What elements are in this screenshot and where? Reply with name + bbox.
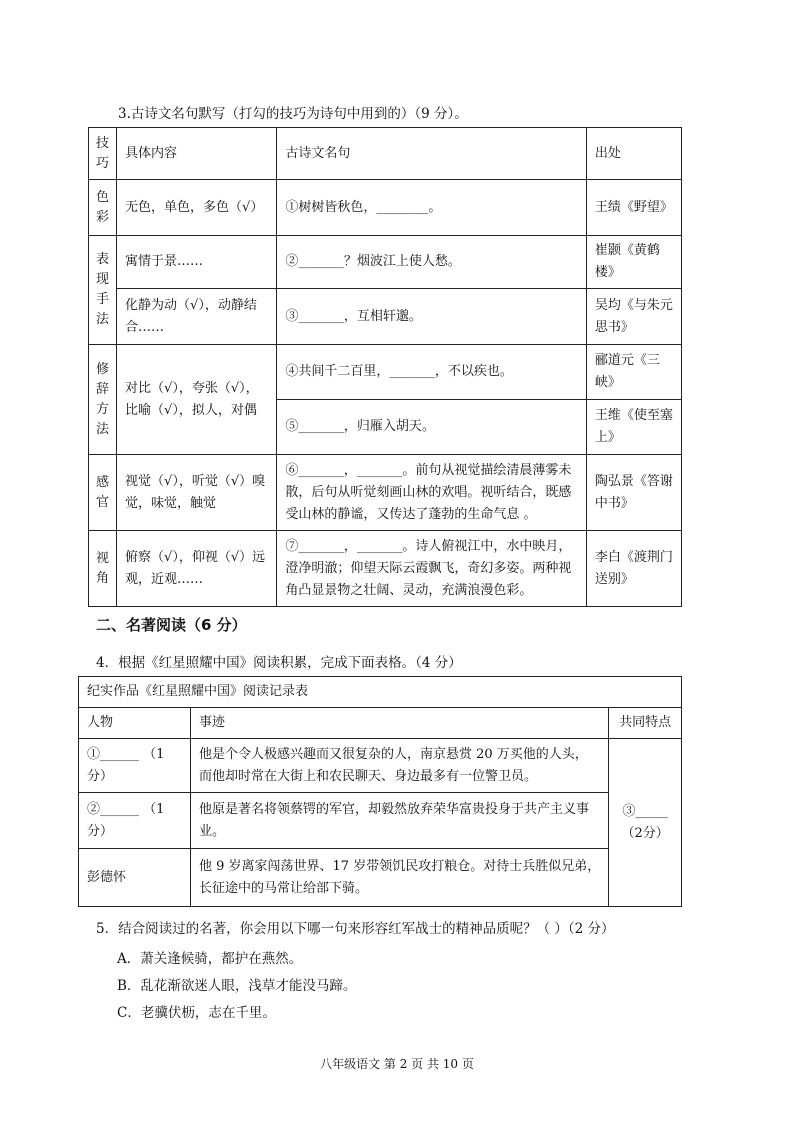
person-cell: 彭德怀 bbox=[79, 849, 191, 907]
row-content: 化静为动（√），动静结合…… bbox=[117, 289, 277, 345]
row-verse: ③_______，互相轩邈。 bbox=[277, 289, 587, 345]
table-row bbox=[79, 793, 682, 849]
row-source: 陶弘景《答谢中书》 bbox=[586, 455, 681, 531]
table-title: 纪实作品《红星照耀中国》阅读记录表 bbox=[79, 677, 682, 708]
section-2-title: 二、名著阅读（6 分） bbox=[96, 616, 247, 634]
deeds-cell: 他 9 岁离家闯荡世界、17 岁带领饥民攻打粮仓。对待士兵胜似兄弟，长征途中的马常让给部下骑。 bbox=[190, 849, 608, 907]
row-content: 寓情于景…… bbox=[117, 236, 277, 289]
header-content: 具体内容 bbox=[117, 128, 277, 180]
person-cell: ①______ （1分） bbox=[79, 739, 191, 793]
header-source: 出处 bbox=[586, 128, 681, 180]
header-common: 共同特点 bbox=[609, 708, 682, 739]
row-verse: ⑦_______，_______。诗人俯视江中，水中映月，澄净明澈；仰望天际云霞飘飞，奇幻多姿。两种视角凸显景物之壮阔、灵动，充满浪漫色彩。 bbox=[277, 531, 587, 607]
row-verse: ④共间千二百里，_______，不以疾也。 bbox=[277, 345, 587, 400]
question-5-title: 5．结合阅读过的名著，你会用以下哪一句来形容红军战士的精神品质呢？（ ）（2 分） bbox=[96, 921, 615, 937]
question-3-title: 3.古诗文名句默写（打勾的技巧为诗句中用到的）（9 分）。 bbox=[118, 106, 468, 122]
table-row bbox=[79, 849, 682, 907]
row-content: 视觉（√），听觉（√）嗅觉，味觉，触觉 bbox=[117, 455, 277, 531]
header-deeds: 事迹 bbox=[190, 708, 608, 739]
deeds-cell: 他原是著名将领蔡锷的军官，却毅然放弃荣华富贵投身于共产主义事业。 bbox=[190, 793, 608, 849]
technique-view: 视角 bbox=[89, 531, 117, 607]
table-row bbox=[89, 236, 682, 289]
page-footer: 八年级语文 第 2 页 共 10 页 bbox=[320, 1057, 474, 1071]
row-verse: ⑥_______，_______。前句从视觉描绘清晨薄雾未散，后句从听觉刻画山林的欢唱。视听结合，既感受山林的静谧，又传达了蓬勃的生命气息 。 bbox=[277, 455, 587, 531]
row-content: 对比（√），夸张（√），比喻（√），拟人，对偶 bbox=[117, 345, 277, 455]
option-b: B．乱花渐欲迷人眼，浅草才能没马蹄。 bbox=[117, 978, 357, 994]
header-verse: 古诗文名句 bbox=[277, 128, 587, 180]
common-trait-cell: ③_____ （2分） bbox=[609, 739, 682, 907]
header-technique: 技巧 bbox=[89, 128, 117, 180]
header-person: 人物 bbox=[79, 708, 191, 739]
poetry-table bbox=[88, 127, 682, 607]
deeds-cell: 他是个令人极感兴趣而又很复杂的人，南京悬赏 20 万买他的人头，而他却时常在大街上和农民聊天、身边最多有一位警卫员。 bbox=[190, 739, 608, 793]
table-row bbox=[89, 455, 682, 531]
row-content: 俯察（√），仰视（√）远观，近观…… bbox=[117, 531, 277, 607]
option-c: C．老骥伏枥，志在千里。 bbox=[117, 1005, 276, 1021]
table-row bbox=[89, 289, 682, 345]
technique-color: 色彩 bbox=[89, 180, 117, 236]
row-source: 王维《使至塞上》 bbox=[586, 400, 681, 455]
row-source: 李白《渡荆门送别》 bbox=[586, 531, 681, 607]
technique-expression: 表现手法 bbox=[89, 236, 117, 345]
technique-rhetoric: 修辞方法 bbox=[89, 345, 117, 455]
table-row bbox=[79, 739, 682, 793]
option-a: A．萧关逢候骑，都护在燕然。 bbox=[117, 951, 303, 967]
table-title-row bbox=[79, 677, 682, 708]
row-verse: ②_______？烟波江上使人愁。 bbox=[277, 236, 587, 289]
table-row bbox=[89, 345, 682, 400]
table-row bbox=[89, 531, 682, 607]
row-source: 崔颢《黄鹤楼》 bbox=[586, 236, 681, 289]
table-row bbox=[89, 180, 682, 236]
row-verse: ⑤_______，归雁入胡天。 bbox=[277, 400, 587, 455]
row-verse: ①树树皆秋色，________。 bbox=[277, 180, 587, 236]
row-source: 王绩《野望》 bbox=[586, 180, 681, 236]
reading-record-table bbox=[78, 676, 682, 907]
table-header-row bbox=[89, 128, 682, 180]
table-header-row bbox=[79, 708, 682, 739]
row-content: 无色，单色，多色（√） bbox=[117, 180, 277, 236]
question-4-title: 4．根据《红星照耀中国》阅读积累，完成下面表格。（4 分） bbox=[96, 655, 462, 671]
person-cell: ②______ （1分） bbox=[79, 793, 191, 849]
row-source: 郦道元《三峡》 bbox=[586, 345, 681, 400]
row-source: 吴均《与朱元思书》 bbox=[586, 289, 681, 345]
technique-senses: 感官 bbox=[89, 455, 117, 531]
